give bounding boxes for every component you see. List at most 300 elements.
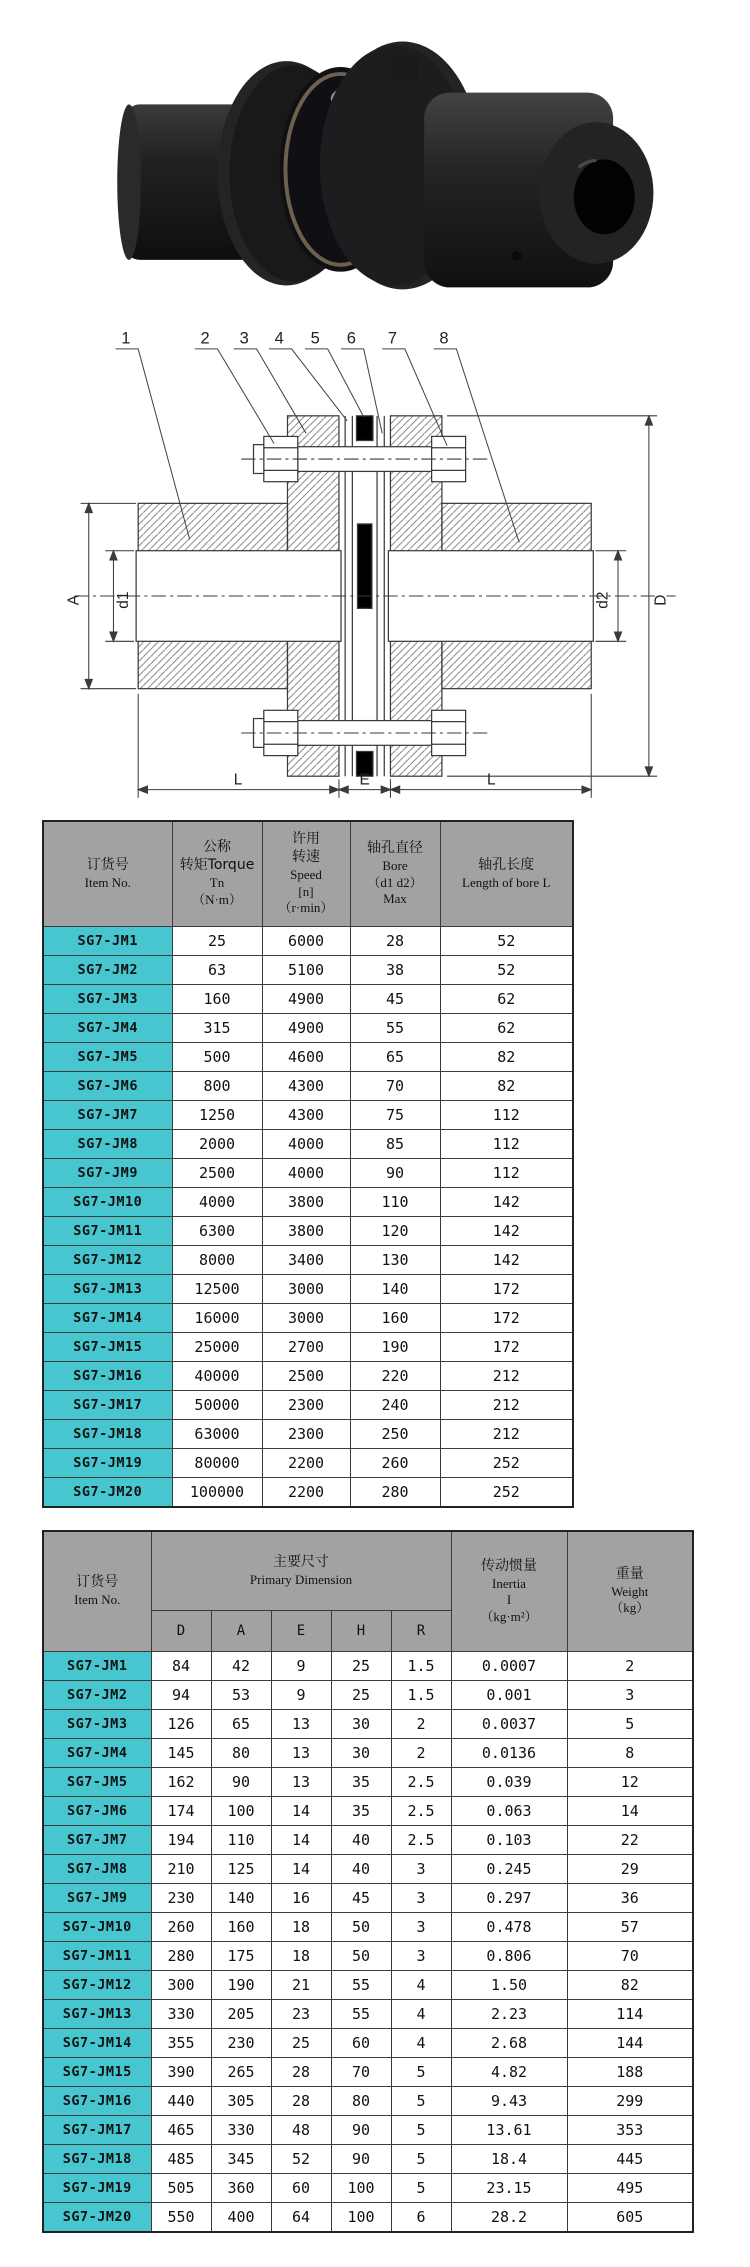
header-bore bbox=[350, 821, 440, 927]
value-cell: 48 bbox=[271, 2116, 331, 2145]
value-cell: 260 bbox=[151, 1913, 211, 1942]
value-cell: 3 bbox=[567, 1681, 693, 1710]
value-cell: 13 bbox=[271, 1710, 331, 1739]
value-cell: 345 bbox=[211, 2145, 271, 2174]
value-cell: 0.103 bbox=[451, 1826, 567, 1855]
value-cell: 160 bbox=[350, 1304, 440, 1333]
table-row bbox=[43, 1217, 573, 1246]
value-cell: 45 bbox=[331, 1884, 391, 1913]
value-cell: 62 bbox=[440, 1014, 573, 1043]
spec-table-header-row bbox=[43, 821, 573, 927]
value-cell: 50 bbox=[331, 1942, 391, 1971]
table-row bbox=[43, 1739, 693, 1768]
value-cell: 40000 bbox=[172, 1362, 262, 1391]
value-cell: 280 bbox=[350, 1478, 440, 1508]
header-item-no bbox=[43, 1531, 151, 1652]
value-cell: 230 bbox=[211, 2029, 271, 2058]
header-text: Speed bbox=[290, 866, 322, 882]
value-cell: 4 bbox=[391, 2029, 451, 2058]
value-cell: 330 bbox=[211, 2116, 271, 2145]
item-no-cell: SG7-JM11 bbox=[43, 1942, 151, 1971]
value-cell: 2500 bbox=[262, 1362, 350, 1391]
value-cell: 28 bbox=[350, 927, 440, 956]
value-cell: 5 bbox=[391, 2116, 451, 2145]
value-cell: 21 bbox=[271, 1971, 331, 2000]
table-row bbox=[43, 2174, 693, 2203]
table-row bbox=[43, 2087, 693, 2116]
item-no-cell: SG7-JM19 bbox=[43, 1449, 172, 1478]
value-cell: 84 bbox=[151, 1652, 211, 1681]
value-cell: 172 bbox=[440, 1333, 573, 1362]
item-no-cell: SG7-JM16 bbox=[43, 2087, 151, 2116]
value-cell: 70 bbox=[350, 1072, 440, 1101]
header-text: 轴孔直径 bbox=[367, 840, 423, 857]
value-cell: 42 bbox=[211, 1652, 271, 1681]
value-cell: 162 bbox=[151, 1768, 211, 1797]
value-cell: 9 bbox=[271, 1652, 331, 1681]
value-cell: 53 bbox=[211, 1681, 271, 1710]
value-cell: 1.5 bbox=[391, 1681, 451, 1710]
value-cell: 25 bbox=[331, 1652, 391, 1681]
value-cell: 205 bbox=[211, 2000, 271, 2029]
value-cell: 52 bbox=[440, 927, 573, 956]
item-no-cell: SG7-JM14 bbox=[43, 1304, 172, 1333]
value-cell: 252 bbox=[440, 1478, 573, 1508]
header-text: 主要尺寸 bbox=[273, 1553, 329, 1570]
item-no-cell: SG7-JM2 bbox=[43, 1681, 151, 1710]
value-cell: 112 bbox=[440, 1159, 573, 1188]
callout-4: 4 bbox=[274, 329, 284, 348]
header-text: I bbox=[506, 1592, 512, 1608]
value-cell: 5100 bbox=[262, 956, 350, 985]
value-cell: 2200 bbox=[262, 1478, 350, 1508]
value-cell: 2.68 bbox=[451, 2029, 567, 2058]
value-cell: 65 bbox=[211, 1710, 271, 1739]
item-no-cell: SG7-JM5 bbox=[43, 1043, 172, 1072]
item-no-cell: SG7-JM20 bbox=[43, 2203, 151, 2233]
value-cell: 212 bbox=[440, 1362, 573, 1391]
value-cell: 330 bbox=[151, 2000, 211, 2029]
table-row bbox=[43, 1449, 573, 1478]
item-no-cell: SG7-JM8 bbox=[43, 1855, 151, 1884]
value-cell: 4.82 bbox=[451, 2058, 567, 2087]
header-item-no bbox=[43, 821, 172, 927]
value-cell: 360 bbox=[211, 2174, 271, 2203]
value-cell: 500 bbox=[172, 1043, 262, 1072]
callout-5: 5 bbox=[310, 329, 320, 348]
table-row bbox=[43, 1101, 573, 1130]
item-no-cell: SG7-JM17 bbox=[43, 2116, 151, 2145]
value-cell: 190 bbox=[211, 1971, 271, 2000]
value-cell: 63000 bbox=[172, 1420, 262, 1449]
value-cell: 6 bbox=[391, 2203, 451, 2233]
item-no-cell: SG7-JM2 bbox=[43, 956, 172, 985]
value-cell: 45 bbox=[350, 985, 440, 1014]
header-text: Inertia bbox=[492, 1575, 526, 1591]
value-cell: 55 bbox=[331, 2000, 391, 2029]
value-cell: 25 bbox=[172, 927, 262, 956]
item-no-cell: SG7-JM9 bbox=[43, 1159, 172, 1188]
value-cell: 25 bbox=[331, 1681, 391, 1710]
value-cell: 100000 bbox=[172, 1478, 262, 1508]
header-text: 转速 bbox=[292, 849, 320, 866]
value-cell: 40 bbox=[331, 1855, 391, 1884]
spacer-top bbox=[356, 416, 372, 441]
dim-label-D: D bbox=[652, 594, 670, 606]
item-no-cell: SG7-JM3 bbox=[43, 985, 172, 1014]
value-cell: 28 bbox=[271, 2087, 331, 2116]
value-cell: 0.806 bbox=[451, 1942, 567, 1971]
value-cell: 440 bbox=[151, 2087, 211, 2116]
value-cell: 62 bbox=[440, 985, 573, 1014]
header-text: （r·min） bbox=[278, 900, 334, 916]
value-cell: 3000 bbox=[262, 1275, 350, 1304]
value-cell: 4600 bbox=[262, 1043, 350, 1072]
value-cell: 14 bbox=[271, 1826, 331, 1855]
value-cell: 495 bbox=[567, 2174, 693, 2203]
value-cell: 2.5 bbox=[391, 1797, 451, 1826]
item-no-cell: SG7-JM10 bbox=[43, 1188, 172, 1217]
value-cell: 2300 bbox=[262, 1420, 350, 1449]
subheader-H: H bbox=[331, 1611, 391, 1652]
value-cell: 0.001 bbox=[451, 1681, 567, 1710]
table-row bbox=[43, 2203, 693, 2233]
value-cell: 125 bbox=[211, 1855, 271, 1884]
value-cell: 172 bbox=[440, 1275, 573, 1304]
value-cell: 400 bbox=[211, 2203, 271, 2233]
value-cell: 52 bbox=[440, 956, 573, 985]
value-cell: 13 bbox=[271, 1739, 331, 1768]
value-cell: 2.23 bbox=[451, 2000, 567, 2029]
item-no-cell: SG7-JM12 bbox=[43, 1971, 151, 2000]
dim-label-d2: d2 bbox=[594, 591, 612, 609]
value-cell: 80 bbox=[331, 2087, 391, 2116]
value-cell: 3 bbox=[391, 1884, 451, 1913]
value-cell: 2500 bbox=[172, 1159, 262, 1188]
header-text: Item No. bbox=[74, 1592, 121, 1608]
value-cell: 220 bbox=[350, 1362, 440, 1391]
table-row bbox=[43, 1043, 573, 1072]
table-row bbox=[43, 1652, 693, 1681]
set-screw bbox=[512, 251, 522, 261]
value-cell: 800 bbox=[172, 1072, 262, 1101]
header-torque bbox=[172, 821, 262, 927]
item-no-cell: SG7-JM13 bbox=[43, 1275, 172, 1304]
table-row bbox=[43, 1913, 693, 1942]
value-cell: 63 bbox=[172, 956, 262, 985]
value-cell: 90 bbox=[211, 1768, 271, 1797]
item-no-cell: SG7-JM1 bbox=[43, 927, 172, 956]
header-speed bbox=[262, 821, 350, 927]
table-row bbox=[43, 1681, 693, 1710]
value-cell: 28.2 bbox=[451, 2203, 567, 2233]
value-cell: 0.478 bbox=[451, 1913, 567, 1942]
value-cell: 30 bbox=[331, 1710, 391, 1739]
value-cell: 36 bbox=[567, 1884, 693, 1913]
value-cell: 212 bbox=[440, 1420, 573, 1449]
header-text: 重量 bbox=[615, 1565, 644, 1582]
value-cell: 13.61 bbox=[451, 2116, 567, 2145]
value-cell: 30 bbox=[331, 1739, 391, 1768]
value-cell: 0.0136 bbox=[451, 1739, 567, 1768]
flange-bolt bbox=[391, 57, 419, 81]
value-cell: 315 bbox=[172, 1014, 262, 1043]
header-text: 转矩Torque bbox=[179, 857, 255, 874]
item-no-cell: SG7-JM9 bbox=[43, 1884, 151, 1913]
value-cell: 90 bbox=[331, 2145, 391, 2174]
value-cell: 120 bbox=[350, 1217, 440, 1246]
value-cell: 145 bbox=[151, 1739, 211, 1768]
item-no-cell: SG7-JM18 bbox=[43, 1420, 172, 1449]
value-cell: 0.0007 bbox=[451, 1652, 567, 1681]
table-row bbox=[43, 2058, 693, 2087]
value-cell: 100 bbox=[211, 1797, 271, 1826]
dim-label-A: A bbox=[65, 594, 83, 606]
value-cell: 265 bbox=[211, 2058, 271, 2087]
value-cell: 175 bbox=[211, 1942, 271, 1971]
item-no-cell: SG7-JM15 bbox=[43, 1333, 172, 1362]
value-cell: 100 bbox=[331, 2203, 391, 2233]
item-no-cell: SG7-JM15 bbox=[43, 2058, 151, 2087]
subheader-A: A bbox=[211, 1611, 271, 1652]
value-cell: 3800 bbox=[262, 1188, 350, 1217]
value-cell: 25000 bbox=[172, 1333, 262, 1362]
item-no-cell: SG7-JM18 bbox=[43, 2145, 151, 2174]
value-cell: 4000 bbox=[262, 1159, 350, 1188]
table-row bbox=[43, 2116, 693, 2145]
value-cell: 194 bbox=[151, 1826, 211, 1855]
value-cell: 2200 bbox=[262, 1449, 350, 1478]
value-cell: 0.297 bbox=[451, 1884, 567, 1913]
value-cell: 2 bbox=[391, 1710, 451, 1739]
value-cell: 5 bbox=[391, 2174, 451, 2203]
value-cell: 35 bbox=[331, 1768, 391, 1797]
value-cell: 60 bbox=[331, 2029, 391, 2058]
value-cell: 5 bbox=[391, 2058, 451, 2087]
value-cell: 5 bbox=[567, 1710, 693, 1739]
value-cell: 50000 bbox=[172, 1391, 262, 1420]
value-cell: 29 bbox=[567, 1855, 693, 1884]
value-cell: 12500 bbox=[172, 1275, 262, 1304]
value-cell: 9 bbox=[271, 1681, 331, 1710]
value-cell: 2 bbox=[567, 1652, 693, 1681]
value-cell: 142 bbox=[440, 1188, 573, 1217]
value-cell: 210 bbox=[151, 1855, 211, 1884]
callout-3: 3 bbox=[239, 329, 249, 348]
value-cell: 2000 bbox=[172, 1130, 262, 1159]
header-text: 订货号 bbox=[76, 1574, 119, 1591]
item-no-cell: SG7-JM6 bbox=[43, 1797, 151, 1826]
callout-8: 8 bbox=[439, 329, 449, 348]
value-cell: 50 bbox=[331, 1913, 391, 1942]
item-no-cell: SG7-JM5 bbox=[43, 1768, 151, 1797]
value-cell: 230 bbox=[151, 1884, 211, 1913]
item-no-cell: SG7-JM6 bbox=[43, 1072, 172, 1101]
table-row bbox=[43, 1797, 693, 1826]
value-cell: 305 bbox=[211, 2087, 271, 2116]
value-cell: 18 bbox=[271, 1913, 331, 1942]
dimension-table-header-row bbox=[43, 1531, 693, 1611]
value-cell: 190 bbox=[350, 1333, 440, 1362]
value-cell: 55 bbox=[331, 1971, 391, 2000]
item-no-cell: SG7-JM12 bbox=[43, 1246, 172, 1275]
value-cell: 3 bbox=[391, 1913, 451, 1942]
value-cell: 4300 bbox=[262, 1072, 350, 1101]
value-cell: 0.039 bbox=[451, 1768, 567, 1797]
item-no-cell: SG7-JM7 bbox=[43, 1826, 151, 1855]
value-cell: 90 bbox=[350, 1159, 440, 1188]
value-cell: 23 bbox=[271, 2000, 331, 2029]
header-text: （kg） bbox=[610, 1600, 650, 1616]
value-cell: 16000 bbox=[172, 1304, 262, 1333]
spec-table bbox=[42, 820, 574, 1508]
value-cell: 188 bbox=[567, 2058, 693, 2087]
value-cell: 465 bbox=[151, 2116, 211, 2145]
value-cell: 280 bbox=[151, 1942, 211, 1971]
value-cell: 14 bbox=[567, 1797, 693, 1826]
item-no-cell: SG7-JM20 bbox=[43, 1478, 172, 1508]
header-text: [n] bbox=[298, 883, 314, 899]
header-bore-length bbox=[440, 821, 573, 927]
product-photo-section bbox=[0, 0, 750, 318]
value-cell: 64 bbox=[271, 2203, 331, 2233]
value-cell: 142 bbox=[440, 1217, 573, 1246]
header-text: Bore bbox=[382, 858, 408, 874]
item-no-cell: SG7-JM7 bbox=[43, 1101, 172, 1130]
value-cell: 1.5 bbox=[391, 1652, 451, 1681]
value-cell: 22 bbox=[567, 1826, 693, 1855]
subheader-R: R bbox=[391, 1611, 451, 1652]
callout-7: 7 bbox=[387, 329, 398, 348]
callout-2: 2 bbox=[200, 329, 210, 348]
value-cell: 5 bbox=[391, 2087, 451, 2116]
value-cell: 82 bbox=[440, 1072, 573, 1101]
value-cell: 212 bbox=[440, 1391, 573, 1420]
value-cell: 28 bbox=[271, 2058, 331, 2087]
table-row bbox=[43, 985, 573, 1014]
value-cell: 23.15 bbox=[451, 2174, 567, 2203]
value-cell: 3 bbox=[391, 1855, 451, 1884]
value-cell: 85 bbox=[350, 1130, 440, 1159]
value-cell: 8 bbox=[567, 1739, 693, 1768]
value-cell: 2.5 bbox=[391, 1826, 451, 1855]
value-cell: 3000 bbox=[262, 1304, 350, 1333]
header-text: 订货号 bbox=[86, 856, 129, 873]
dim-label-L-left: L bbox=[233, 771, 243, 789]
table-row bbox=[43, 956, 573, 985]
value-cell: 25 bbox=[271, 2029, 331, 2058]
item-no-cell: SG7-JM19 bbox=[43, 2174, 151, 2203]
item-no-cell: SG7-JM16 bbox=[43, 1362, 172, 1391]
value-cell: 16 bbox=[271, 1884, 331, 1913]
dimension-table-body bbox=[43, 1652, 693, 2233]
subheader-E: E bbox=[271, 1611, 331, 1652]
header-text: （d1 d2） bbox=[367, 874, 423, 890]
value-cell: 4900 bbox=[262, 985, 350, 1014]
value-cell: 355 bbox=[151, 2029, 211, 2058]
item-no-cell: SG7-JM17 bbox=[43, 1391, 172, 1420]
value-cell: 3 bbox=[391, 1942, 451, 1971]
value-cell: 4 bbox=[391, 2000, 451, 2029]
dimension-table bbox=[42, 1530, 694, 2233]
value-cell: 112 bbox=[440, 1130, 573, 1159]
value-cell: 12 bbox=[567, 1768, 693, 1797]
header-text: （N·m） bbox=[192, 891, 242, 907]
header-text: Length of bore L bbox=[462, 874, 551, 890]
header-text: （kg·m²） bbox=[480, 1608, 538, 1624]
header-inertia bbox=[451, 1531, 567, 1652]
item-no-cell: SG7-JM3 bbox=[43, 1710, 151, 1739]
header-text: 轴孔长度 bbox=[478, 856, 535, 873]
value-cell: 14 bbox=[271, 1855, 331, 1884]
value-cell: 252 bbox=[440, 1449, 573, 1478]
value-cell: 6000 bbox=[262, 927, 350, 956]
value-cell: 390 bbox=[151, 2058, 211, 2087]
value-cell: 35 bbox=[331, 1797, 391, 1826]
value-cell: 2 bbox=[391, 1739, 451, 1768]
table-row bbox=[43, 1362, 573, 1391]
value-cell: 1.50 bbox=[451, 1971, 567, 2000]
value-cell: 140 bbox=[211, 1884, 271, 1913]
technical-diagram bbox=[35, 318, 715, 804]
subheader-D: D bbox=[151, 1611, 211, 1652]
table-row bbox=[43, 927, 573, 956]
table-row bbox=[43, 1304, 573, 1333]
product-photo bbox=[95, 8, 655, 313]
value-cell: 445 bbox=[567, 2145, 693, 2174]
value-cell: 160 bbox=[172, 985, 262, 1014]
table-row bbox=[43, 1884, 693, 1913]
table-row bbox=[43, 1420, 573, 1449]
value-cell: 9.43 bbox=[451, 2087, 567, 2116]
value-cell: 13 bbox=[271, 1768, 331, 1797]
value-cell: 110 bbox=[350, 1188, 440, 1217]
callout-1: 1 bbox=[121, 329, 131, 348]
dim-label-d1: d1 bbox=[114, 591, 132, 609]
table-row bbox=[43, 1971, 693, 2000]
value-cell: 126 bbox=[151, 1710, 211, 1739]
value-cell: 160 bbox=[211, 1913, 271, 1942]
table-row bbox=[43, 1826, 693, 1855]
value-cell: 142 bbox=[440, 1246, 573, 1275]
dim-label-E: E bbox=[359, 771, 370, 789]
value-cell: 174 bbox=[151, 1797, 211, 1826]
value-cell: 65 bbox=[350, 1043, 440, 1072]
value-cell: 100 bbox=[331, 2174, 391, 2203]
item-no-cell: SG7-JM14 bbox=[43, 2029, 151, 2058]
value-cell: 75 bbox=[350, 1101, 440, 1130]
value-cell: 82 bbox=[440, 1043, 573, 1072]
value-cell: 299 bbox=[567, 2087, 693, 2116]
value-cell: 114 bbox=[567, 2000, 693, 2029]
value-cell: 90 bbox=[331, 2116, 391, 2145]
table-row bbox=[43, 1188, 573, 1217]
item-no-cell: SG7-JM4 bbox=[43, 1739, 151, 1768]
value-cell: 3400 bbox=[262, 1246, 350, 1275]
value-cell: 3800 bbox=[262, 1217, 350, 1246]
value-cell: 60 bbox=[271, 2174, 331, 2203]
item-no-cell: SG7-JM8 bbox=[43, 1130, 172, 1159]
value-cell: 0.0037 bbox=[451, 1710, 567, 1739]
value-cell: 250 bbox=[350, 1420, 440, 1449]
value-cell: 55 bbox=[350, 1014, 440, 1043]
table-row bbox=[43, 1014, 573, 1043]
value-cell: 52 bbox=[271, 2145, 331, 2174]
value-cell: 40 bbox=[331, 1826, 391, 1855]
value-cell: 6300 bbox=[172, 1217, 262, 1246]
value-cell: 18.4 bbox=[451, 2145, 567, 2174]
table-row bbox=[43, 1333, 573, 1362]
